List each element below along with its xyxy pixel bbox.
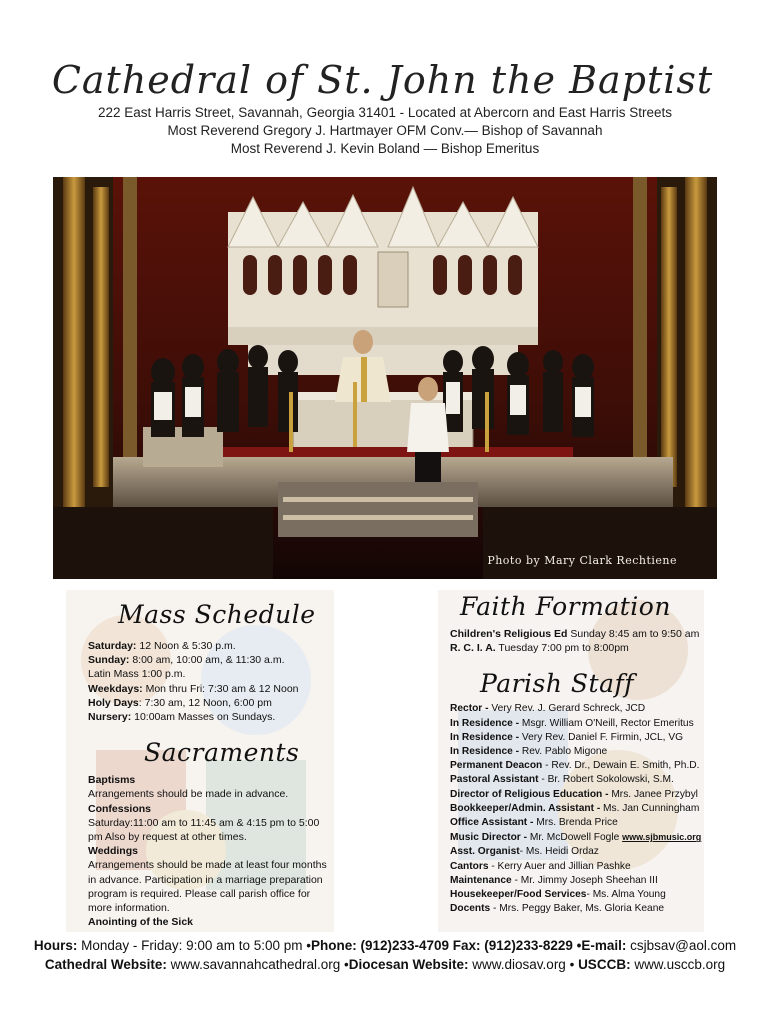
staff-row: Director of Religious Education - Mrs. Janee Przybyl xyxy=(450,788,698,800)
staff-row: Bookkeeper/Admin. Assistant - Ms. Jan Cunningham xyxy=(450,802,700,814)
staff-row: Music Director - Mr. McDowell Fogle www.sjbmusic.org xyxy=(450,832,702,844)
mass-row-sunday: Sunday: 8:00 am, 10:00 am, & 11:30 a.m. xyxy=(88,654,285,667)
sacraments-list xyxy=(88,773,328,929)
faith-formation-heading: Faith Formation xyxy=(460,592,671,621)
phone-fax: Phone: (912)233-4709 Fax: (912)233-8229 xyxy=(310,938,573,953)
footer-line-2: Cathedral Website: www.savannahcathedral.org •Diocesan Website: www.diosav.org • USCCB: www.usccb.org xyxy=(44,957,726,972)
mass-row-saturday: Saturday: 12 Noon & 5:30 p.m. xyxy=(88,640,236,652)
staff-row: In Residence - Msgr. William O'Neill, Rector Emeritus xyxy=(450,717,694,729)
music-website-link[interactable]: www.sjbmusic.org xyxy=(622,832,702,843)
parish-staff-heading: Parish Staff xyxy=(480,669,635,699)
bishop-line: Most Reverend Gregory J. Hartmayer OFM Conv.— Bishop of Savannah xyxy=(167,123,603,138)
mass-row-holy-days: Holy Days: 7:30 am, 12 Noon, 6:00 pm xyxy=(88,696,272,709)
diocese-website-link[interactable]: www.diosav.org • xyxy=(468,957,579,972)
mass-row-nursery: Nursery: 10:00am Masses on Sundays. xyxy=(88,711,276,724)
staff-row: Maintenance - Mr. Jimmy Joseph Sheehan III xyxy=(450,874,658,886)
usccb-website-link[interactable]: www.usccb.org xyxy=(630,957,726,972)
staff-row: Housekeeper/Food Services- Ms. Alma Young xyxy=(450,889,666,901)
staff-row: Cantors - Kerry Auer and Jillian Pashke xyxy=(450,860,631,872)
faith-staff-panel xyxy=(438,590,704,932)
mass-row-weekdays: Weekdays: Mon thru Fri: 7:30 am & 12 Noon xyxy=(88,682,299,695)
page-title: Cathedral of St. John the Baptist xyxy=(51,58,714,102)
sacrament-heading-anointing: Anointing of the Sick xyxy=(88,916,193,929)
sacrament-text-baptisms: Arrangements should be made in advance. xyxy=(88,788,289,801)
staff-row: Rector - Very Rev. J. Gerard Schreck, JCD xyxy=(450,703,646,715)
bishop-emeritus-line: Most Reverend J. Kevin Boland — Bishop Emeritus xyxy=(230,141,540,156)
mass-schedule-heading: Mass Schedule xyxy=(118,600,316,629)
sacrament-heading-baptisms: Baptisms xyxy=(88,774,136,787)
cathedral-altar-photo xyxy=(53,177,717,579)
mass-sacraments-panel xyxy=(66,590,334,932)
faith-formation-list xyxy=(450,627,698,655)
staff-row: Permanent Deacon - Rev. Dr., Dewain E. Smith, Ph.D. xyxy=(450,760,700,772)
mass-row-latin: Latin Mass 1:00 p.m. xyxy=(88,668,186,681)
staff-row: In Residence - Rev. Pablo Migone xyxy=(450,746,608,758)
staff-row: Office Assistant - Mrs. Brenda Price xyxy=(450,817,618,829)
altar-illustration xyxy=(53,177,717,579)
staff-row: Pastoral Assistant - Br. Robert Sokolowski, S.M. xyxy=(450,774,674,786)
letterhead xyxy=(0,58,770,158)
staff-row: Asst. Organist- Ms. Heidi Ordaz xyxy=(450,846,599,858)
sacrament-heading-confessions: Confessions xyxy=(88,802,152,815)
contact-footer xyxy=(0,936,770,974)
faith-row-religious-ed: Children's Religious Ed Sunday 8:45 am to 9:50 am xyxy=(450,628,700,640)
staff-row: Docents - Mrs. Peggy Baker, Ms. Gloria Keane xyxy=(450,903,665,915)
staff-row: In Residence - Very Rev. Daniel F. Firmin, JCL, VG xyxy=(450,731,684,743)
cathedral-website-link[interactable]: www.savannahcathedral.org • xyxy=(166,957,349,972)
email-link[interactable]: csjbsav@aol.com xyxy=(626,938,737,953)
photo-credit: Photo by Mary Clark Rechtiene xyxy=(487,554,677,567)
mass-schedule-list xyxy=(88,639,328,724)
sacraments-heading: Sacraments xyxy=(144,738,300,768)
faith-row-rcia: R. C. I. A. Tuesday 7:00 pm to 8:00pm xyxy=(450,642,629,655)
sacrament-text-confessions: Saturday:11:00 am to 11:45 am & 4:15 pm to 5:00 pm Also by request at other times. xyxy=(88,816,320,844)
parish-staff-list xyxy=(450,702,702,916)
sacrament-text-weddings: Arrangements should be made at least four months in advance. Participation in a marriage preparation program is required. Please call parish office for more information. xyxy=(88,859,327,915)
sacrament-heading-weddings: Weddings xyxy=(88,845,138,858)
footer-line-1: Hours: Monday - Friday: 9:00 am to 5:00 pm •Phone: (912)233-4709 Fax: (912)233-8229 •E-mail: csjbsav@aol.com xyxy=(33,938,737,953)
address-line: 222 East Harris Street, Savannah, Georgia 31401 - Located at Abercorn and East Harris Streets xyxy=(97,105,673,120)
